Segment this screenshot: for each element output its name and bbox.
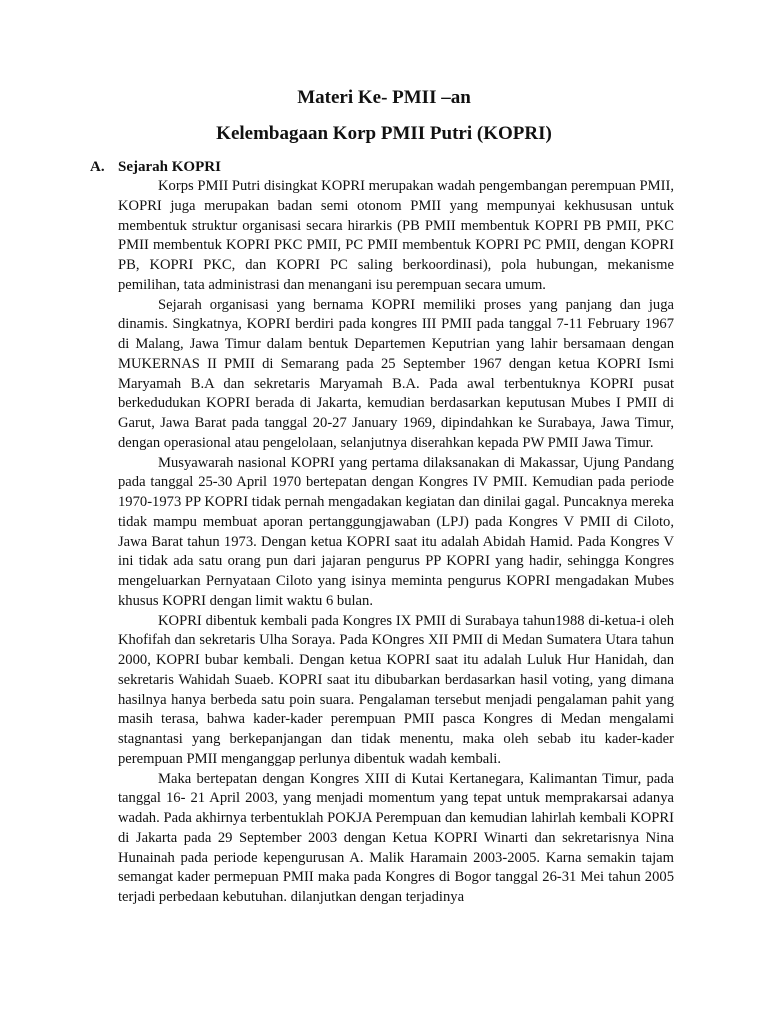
section-heading <box>90 157 221 177</box>
section-marker: A. <box>90 159 105 175</box>
section-heading-text: Sejarah KOPRI <box>118 159 221 175</box>
paragraph-5: Maka bertepatan dengan Kongres XIII di Kutai Kertanegara, Kalimantan Timur, pada tanggal 16- 21 April 2003, yang menjadi momentum yang tepat untuk memprakarsai adanya wadah. Pada akhirnya terbentuklah POKJA Perempuan dan kemudian lahirlah kembali KOPRI di Jakarta pada 29 September 2003 dengan Ketua KOPRI Winarti dan sekretarisnya Nina Hunainah pada periode kepengurusan A. Malik Haramain 2003-2005. Karna semakin tajam semangat kader permepuan PMII maka pada Kongres di Bogor tanggal 26-31 Mei tahun 2005 terjadi perbedaan kebutuhan. dilanjutkan dengan terjadinya <box>118 770 674 905</box>
section-body <box>118 177 674 908</box>
paragraph-1: Korps PMII Putri disingkat KOPRI merupakan wadah pengembangan perempuan PMII, KOPRI juga merupakan badan semi otonom PMII yang mempunyai kekhususan untuk membentuk struktur organisasi secara hirarkis (PB PMII membentuk KOPRI PB PMII, PKC PMII membentuk KOPRI PKC PMII, PC PMII membentuk KOPRI PC PMII, dengan KOPRI PB, KOPRI PKC, dan KOPRI PC saling berkoordinasi), pola hubungan, mekanisme pemilihan, tata administrasi dan menangani isu perempuan secara umum. <box>118 178 674 293</box>
paragraph-2: Sejarah organisasi yang bernama KOPRI memiliki proses yang panjang dan juga dinamis. Singkatnya, KOPRI berdiri pada kongres III PMII pada tanggal 7-11 February 1967 di Malang, Jawa Timur dalam bentuk Departemen Keputrian yang lahir bersamaan dengan MUKERNAS II PMII di Semarang pada 25 September 1967 dengan ketua KOPRI Ismi Maryamah B.A dan sekretaris Maryamah B.A. Pada awal terbentuknya KOPRI pusat berkedudukan KOPRI berada di Jakarta, kemudian berdasarkan keputusan Mubes I PMII di Garut, Jawa Barat pada tanggal 20-27 January 1969, dipindahkan ke Surabaya, Jawa Timur, dengan operasional atau pengelolaan, selanjutnya diserahkan kepada PW PMII Jawa Timur. <box>118 296 674 451</box>
paragraph-4: KOPRI dibentuk kembali pada Kongres IX PMII di Surabaya tahun1988 di-ketua-i oleh Khofifah dan sekretaris Ulha Soraya. Pada KOngres XII PMII di Medan Sumatera Utara tahun 2000, KOPRI bubar kembali. Dengan ketua KOPRI saat itu adalah Luluk Hur Hanidah, dan sekretaris Wahidah Suaeb. KOPRI saat itu dibubarkan berdasarkan hasil voting, yang dimana hasilnya hanya berbeda satu poin suara. Pengalaman tersebut menjadi pengalaman pahit yang masih terasa, bahwa kader-kader perempuan PMII pasca Kongres di Medan mengalami stagnantasi yang berkepanjangan dan tidak menentu, maka oleh sebab itu kader-kader perempuan PMII menganggap perlunya dibentuk wadah kembali. <box>118 612 674 767</box>
paragraph-3: Musyawarah nasional KOPRI yang pertama dilaksanakan di Makassar, Ujung Pandang pada tanggal 25-30 April 1970 bertepatan dengan Kongres IV PMII. Kemudian pada periode 1970-1973 PP KOPRI tidak pernah mengadakan kegiatan dan dinilai gagal. Puncaknya mereka tidak mampu membuat aporan pertanggungjawaban (LPJ) pada Kongres V PMII di Ciloto, Jawa Barat tahun 1973. Dengan ketua KOPRI saat itu adalah Abidah Hamid. Pada Kongres V ini tidak ada satu orang pun dari jajaran pengurus PP KOPRI yang hadir, sehingga Kongres mengeluarkan Pernyataan Ciloto yang isinya meminta pengurus KOPRI mengadakan Mubes khusus KOPRI dengan limit waktu 6 bulan. <box>118 454 674 609</box>
document-title: Materi Ke- PMII –an <box>297 87 471 108</box>
document-subtitle: Kelembagaan Korp PMII Putri (KOPRI) <box>216 123 552 144</box>
